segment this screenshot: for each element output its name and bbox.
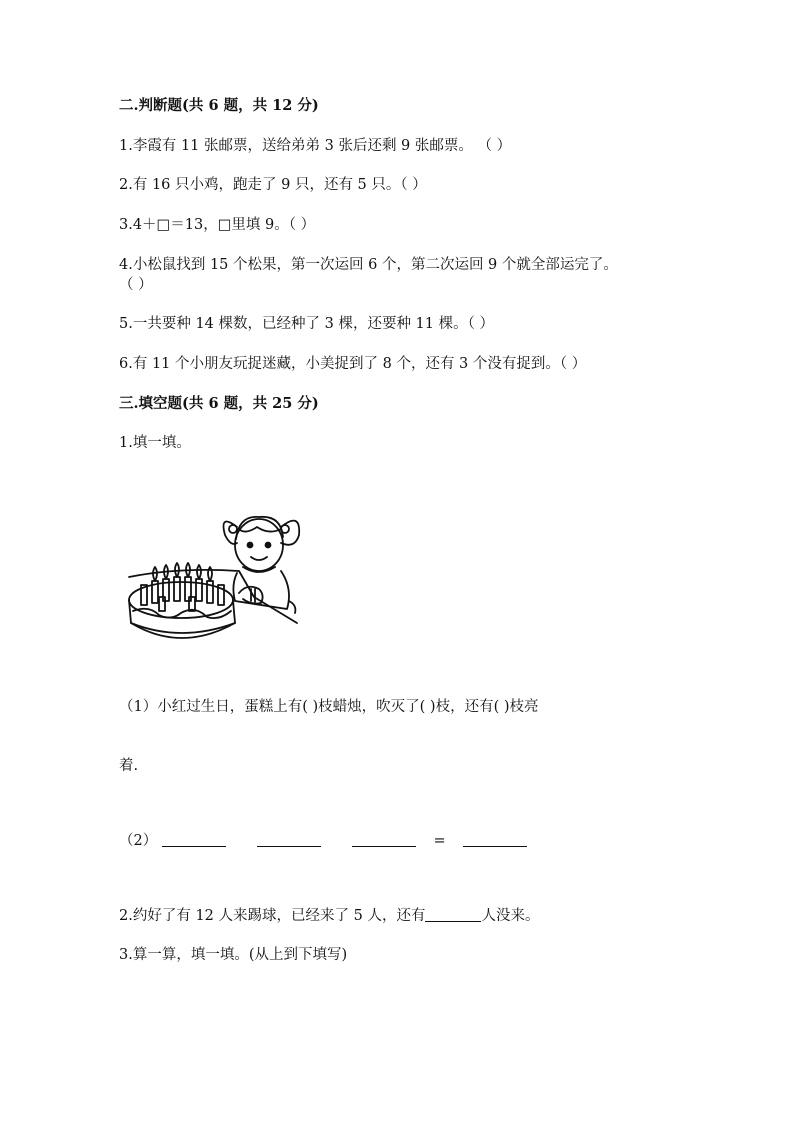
judgment-item-6: 6.有 11 个小朋友玩捉迷藏，小美捉到了 8 个，还有 3 个没有捉到。（ ）	[119, 356, 587, 372]
section-2-title: 二.判断题(共 6 题，共 12 分)	[119, 97, 319, 114]
answer-blank-1[interactable]	[162, 832, 226, 847]
answer-blank-q2[interactable]	[425, 907, 481, 922]
fill-question-3: 3.算一算，填一填。(从上到下填写)	[119, 947, 348, 963]
judgment-item-4-bracket: （ ）	[119, 277, 153, 293]
fill-question-2-text-before: 2.约好了有 12 人来踢球，已经来了 5 人，还有	[119, 908, 426, 924]
fill-question-1-part-2	[119, 832, 527, 850]
judgment-item-5: 5.一共要种 14 棵数，已经种了 3 棵，还要种 11 棵。（ ）	[119, 316, 494, 332]
fill-question-1-part-1-line-2: 着.	[119, 758, 139, 774]
fill-question-2	[119, 907, 539, 925]
answer-blank-4[interactable]	[463, 832, 527, 847]
equals-sign: =	[433, 833, 446, 849]
judgment-item-2: 2.有 16 只小鸡，跑走了 9 只，还有 5 只。（ ）	[119, 177, 427, 193]
answer-blank-3[interactable]	[352, 832, 416, 847]
birthday-cake-illustration	[119, 505, 319, 657]
part-2-label: （2）	[119, 833, 158, 849]
judgment-item-4: 4.小松鼠找到 15 个松果，第一次运回 6 个，第二次运回 9 个就全部运完了。	[119, 257, 618, 273]
answer-blank-2[interactable]	[257, 832, 321, 847]
fill-question-1-part-1-line-1: （1）小红过生日，蛋糕上有( )枝蜡烛，吹灭了( )枝，还有( )枝亮	[119, 699, 539, 715]
judgment-item-1: 1.李霞有 11 张邮票，送给弟弟 3 张后还剩 9 张邮票。 （ ）	[119, 138, 512, 154]
judgment-item-3: 3.4＋□＝13，□里填 9。（ ）	[119, 217, 316, 233]
section-3-title: 三.填空题(共 6 题，共 25 分)	[119, 395, 319, 412]
fill-question-2-text-after: 人没来。	[481, 908, 540, 924]
fill-question-1-label: 1.填一填。	[119, 435, 191, 451]
